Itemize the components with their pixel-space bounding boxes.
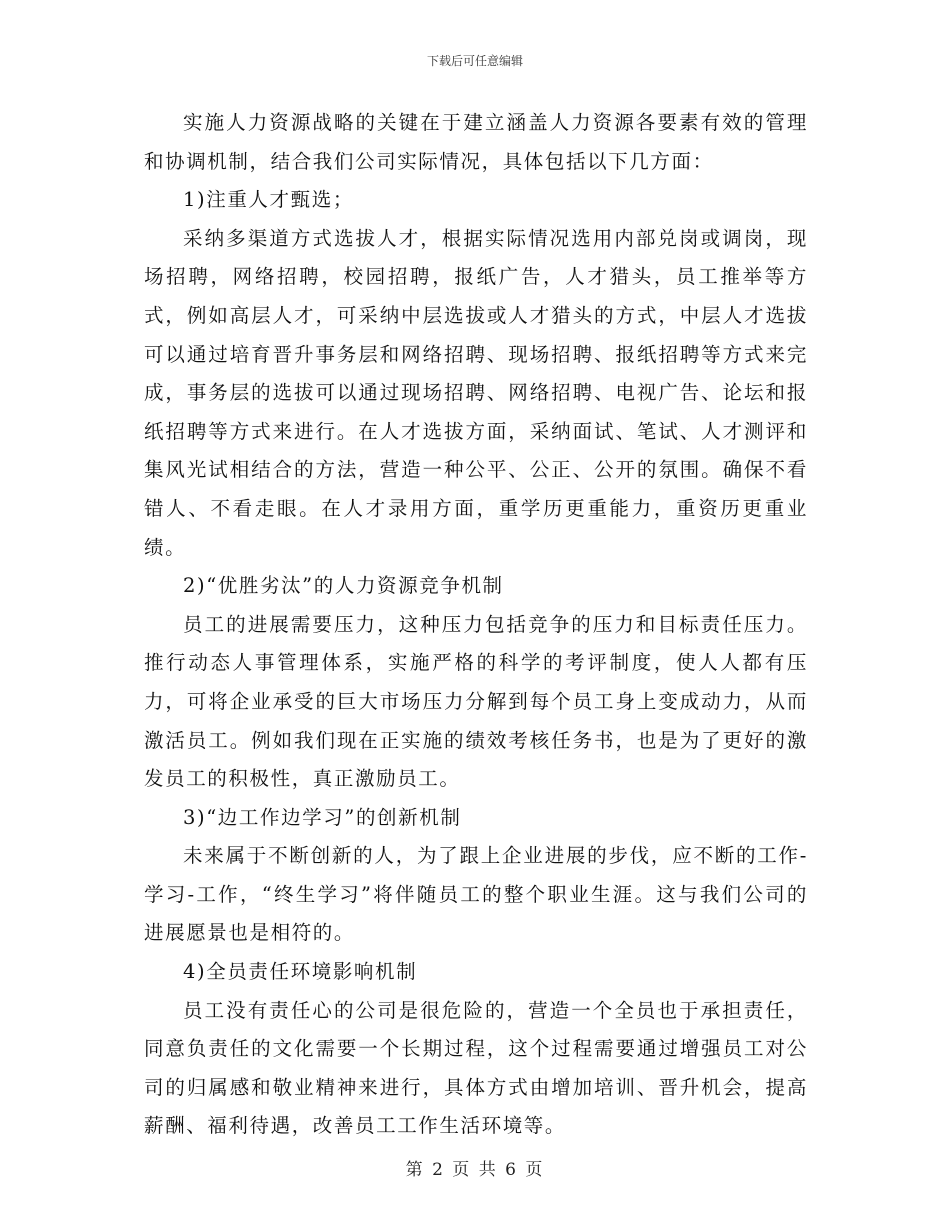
page-header: 下载后可任意编辑	[426, 54, 523, 68]
paragraph-competition-mechanism: 员工的进展需要压力，这种压力包括竞争的压力和目标责任压力。推行动态人事管理体系，实施严格的科学的考评制度，使人人都有压力，可将企业承受的巨大市场压力分解到每个员工身上变成动力，从而激活员工。例如我们现在正实施的绩效考核任务书，也是为了更好的激发员工的积极性，真正激励员工。	[144, 612, 808, 791]
page-number: 第 2 页 共 6 页	[405, 1160, 545, 1180]
heading-talent-selection: 1)注重人才甄选；	[183, 188, 354, 212]
heading-responsibility-mechanism: 4)全员责任环境影响机制	[183, 960, 418, 984]
document-body	[144, 104, 808, 1146]
paragraph-talent-selection: 采纳多渠道方式选拔人才，根据实际情况选用内部兑岗或调岗，现场招聘，网络招聘，校园招聘，报纸广告，人才猎头，员工推举等方式，例如高层人才，可采纳中层选拔或人才猎头的方式，中层人才选拔可以通过培育晋升事务层和网络招聘、现场招聘、报纸招聘等方式来完成，事务层的选拔可以通过现场招聘、网络招聘、电视广告、论坛和报纸招聘等方式来进行。在人才选拔方面，采纳面试、笔试、人才测评和集风光试相结合的方法，营造一种公平、公正、公开的氛围。确保不看错人、不看走眼。在人才录用方面，重学历更重能力，重资历更重业绩。	[144, 226, 808, 559]
paragraph-intro: 实施人力资源战略的关键在于建立涵盖人力资源各要素有效的管理和协调机制，结合我们公司实际情况，具体包括以下几方面：	[144, 111, 808, 173]
paragraph-responsibility-mechanism: 员工没有责任心的公司是很危险的，营造一个全员也于承担责任，同意负责任的文化需要一个长期过程，这个过程需要通过增强员工对公司的归属感和敬业精神来进行，具体方式由增加培训、晋升机会，提高薪酬、福利待遇，改善员工工作生活环境等。	[144, 998, 808, 1138]
paragraph-innovation-mechanism: 未来属于不断创新的人，为了跟上企业进展的步伐，应不断的工作-学习-工作，“终生学习”将伴随员工的整个职业生涯。这与我们公司的进展愿景也是相符的。	[144, 844, 808, 945]
heading-competition-mechanism: 2)“优胜劣汰”的人力资源竞争机制	[183, 574, 504, 598]
heading-innovation-mechanism: 3)“边工作边学习”的创新机制	[183, 805, 462, 829]
